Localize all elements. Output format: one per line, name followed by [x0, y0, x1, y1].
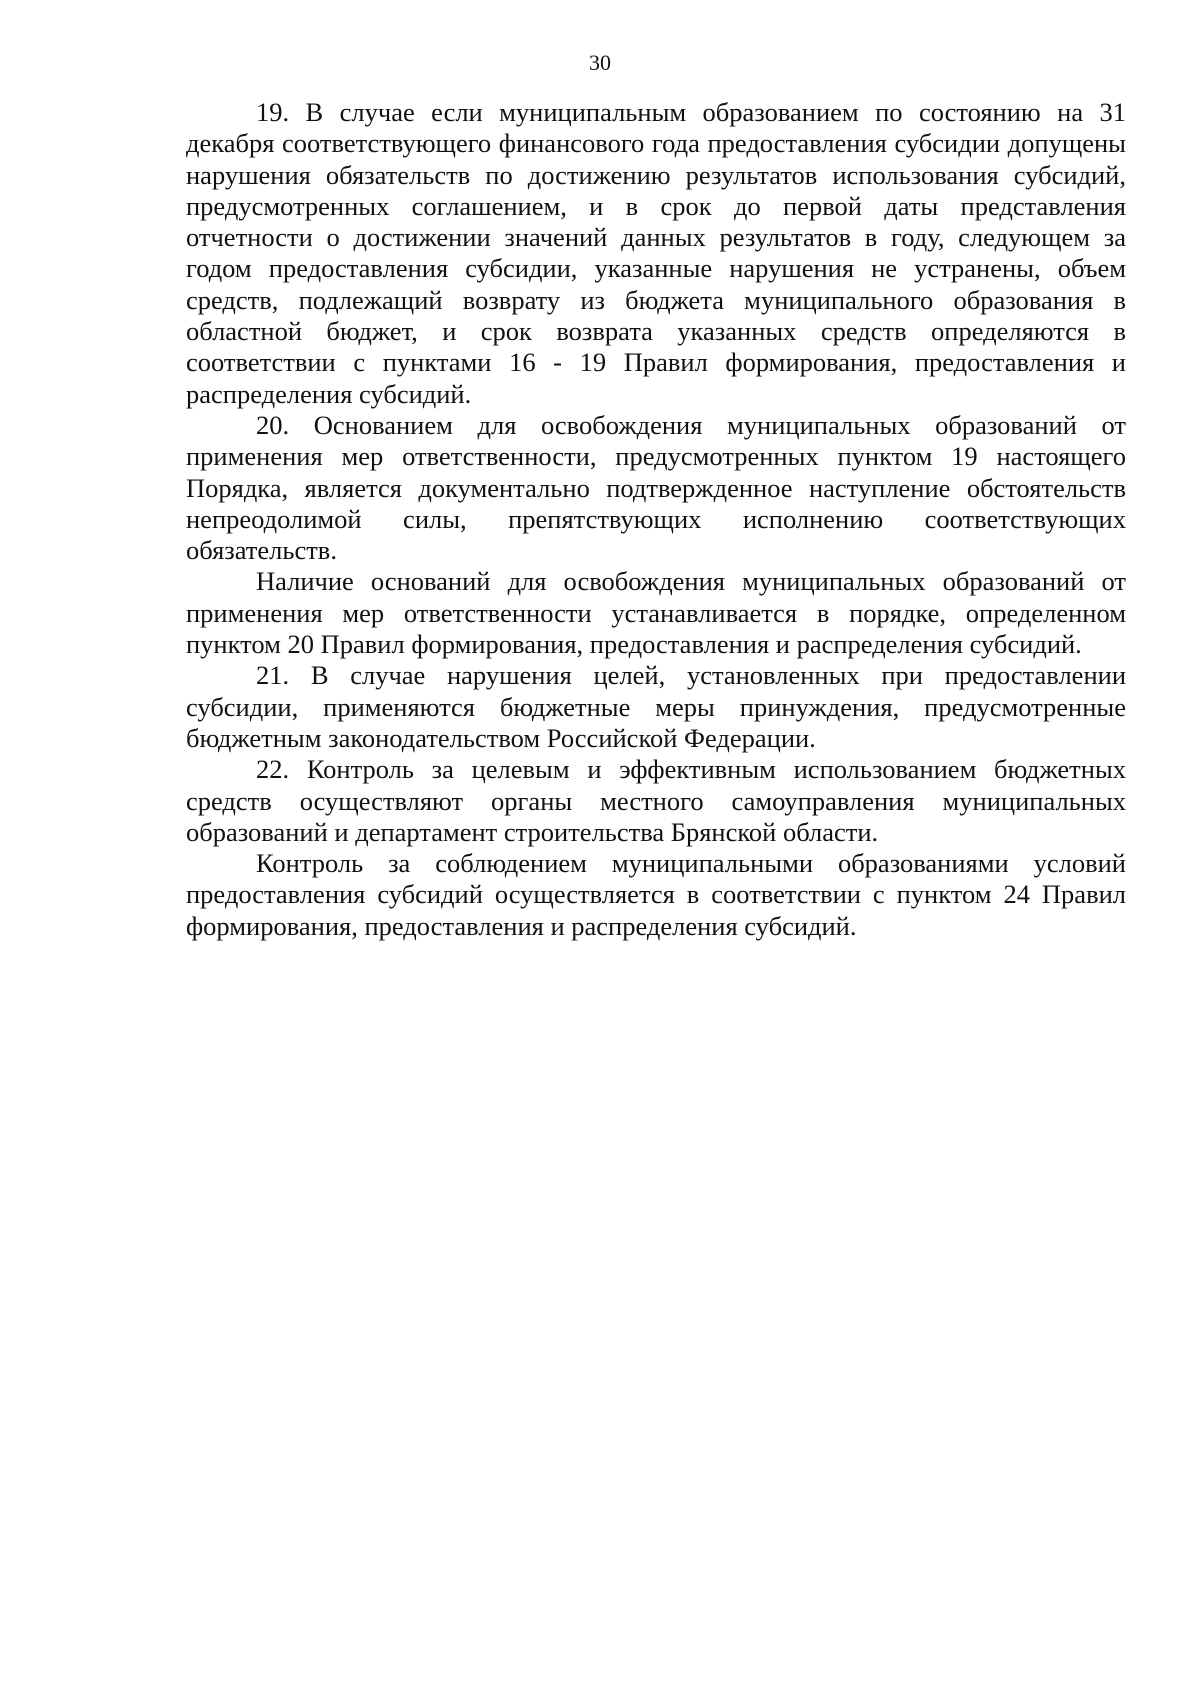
page-number: 30: [589, 50, 611, 75]
document-body: [186, 97, 1126, 942]
paragraph-22: 22. Контроль за целевым и эффективным использованием бюджетных средств осуществляют органы местного самоуправления муниципальных образований и департамент строительства Брянской области.: [186, 754, 1126, 847]
paragraph-21: 21. В случае нарушения целей, установленных при предоставлении субсидии, применяются бюджетные меры принуждения, предусмотренные бюджетным законодательством Российской Федерации.: [186, 660, 1126, 753]
paragraph-20: 20. Основанием для освобождения муниципальных образований от применения мер ответственности, предусмотренных пунктом 19 настоящего Порядка, является документально подтвержденное наступление обстоятельств непреодолимой силы, препятствующих исполнению соответствующих обязательств.: [186, 409, 1126, 566]
paragraph-20-continuation: Наличие оснований для освобождения муниципальных образований от применения мер ответственности устанавливается в порядке, определенном пунктом 20 Правил формирования, предоставления и распределения субсидий.: [186, 566, 1126, 660]
paragraph-19: 19. В случае если муниципальным образованием по состоянию на 31 декабря соответствующего финансового года предоставления субсидии допущены нарушения обязательств по достижению результатов использования субсидий, предусмотренных соглашением, и в срок до первой даты представления отчетности о достижении значений данных результатов в году, следующем за годом предоставления субсидии, указанные нарушения не устранены, объем средств, подлежащий возврату из бюджета муниципального образования в областной бюджет, и срок возврата указанных средств определяются в соответствии с пунктами 16 - 19 Правил формирования, предоставления и распределения субсидий.: [186, 97, 1126, 409]
paragraph-22-continuation: Контроль за соблюдением муниципальными образованиями условий предоставления субсидий осуществляется в соответствии с пунктом 24 Правил формирования, предоставления и распределения субсидий.: [186, 848, 1126, 941]
